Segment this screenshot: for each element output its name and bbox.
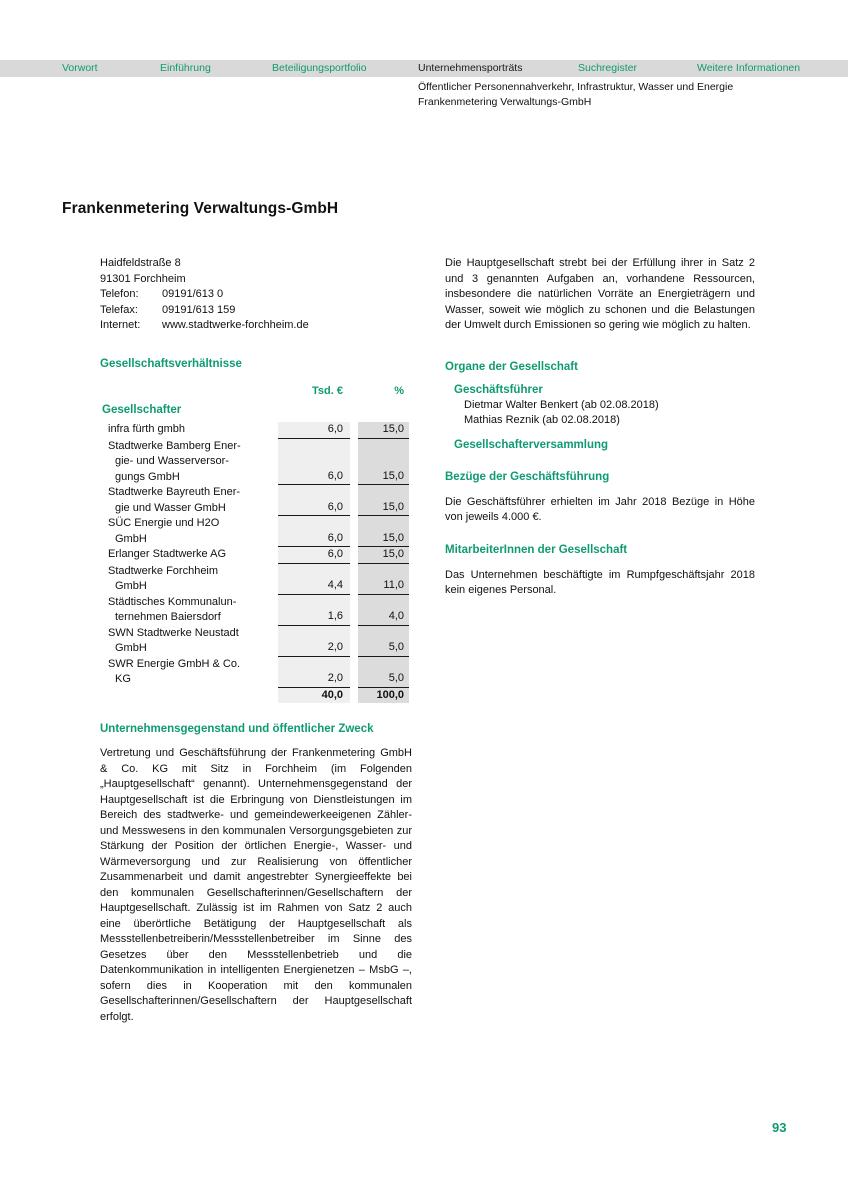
fax-row	[100, 303, 412, 319]
phone-label: Telefon:	[100, 288, 139, 300]
percent-value: 15,0	[358, 439, 409, 486]
address-block	[100, 256, 412, 334]
assembly-heading: Gesellschafterversammlung	[454, 438, 609, 451]
col-header-percent: %	[394, 384, 404, 397]
right-column	[445, 256, 755, 599]
top-nav-bar	[0, 60, 848, 77]
ownership-table-header	[100, 384, 412, 400]
breadcrumb-company: Frankenmetering Verwaltungs-GmbH	[418, 96, 592, 108]
column-gap	[350, 547, 358, 564]
percent-value: 11,0	[358, 564, 409, 595]
nav-item-unternehmensportraets[interactable]: Unternehmensporträts	[418, 62, 523, 74]
nav-item-vorwort[interactable]: Vorwort	[62, 62, 98, 74]
percent-value: 15,0	[358, 485, 409, 516]
manager-name: Mathias Reznik (ab 02.08.2018)	[464, 414, 620, 426]
organs-heading: Organe der Gesellschaft	[445, 360, 578, 373]
employees-heading: MitarbeiterInnen der Gesellschaft	[445, 543, 628, 556]
breadcrumb-category: Öffentlicher Personennahverkehr, Infrastruktur, Wasser und Energie	[418, 81, 734, 93]
tsd-value: 2,0	[278, 657, 350, 688]
table-row	[100, 595, 412, 626]
manager-name: Dietmar Walter Benkert (ab 02.08.2018)	[464, 398, 659, 411]
page-title: Frankenmetering Verwaltungs-GmbH	[62, 200, 339, 217]
column-gap	[350, 657, 358, 688]
tsd-value: 2,0	[278, 626, 350, 657]
shareholder-name: SWR Energie GmbH & Co. KG	[108, 657, 241, 685]
remuneration-text: Die Geschäftsführer erhielten im Jahr 2018 Bezüge in Höhe von jeweils 4.000 €.	[445, 495, 755, 523]
shareholder-name: Stadtwerke Forchheim GmbH	[108, 564, 219, 592]
internet-row	[100, 318, 412, 334]
tsd-value: 6,0	[278, 516, 350, 547]
shareholder-name: infra fürth gmbh	[108, 423, 186, 435]
table-row	[100, 485, 412, 516]
percent-value: 15,0	[358, 422, 409, 439]
percent-value: 5,0	[358, 626, 409, 657]
tsd-value: 6,0	[278, 547, 350, 564]
tsd-value: 6,0	[278, 485, 350, 516]
nav-item-einfuehrung[interactable]: Einführung	[160, 62, 211, 74]
address-city: 91301 Forchheim	[100, 272, 186, 285]
table-row	[100, 516, 412, 547]
table-row	[100, 422, 412, 439]
table-row	[100, 657, 412, 688]
column-gap	[350, 516, 358, 547]
employees-text: Das Unternehmen beschäftigte im Rumpfgeschäftsjahr 2018 kein eigenes Personal.	[445, 568, 755, 596]
column-gap	[350, 595, 358, 626]
header-spacer	[100, 384, 278, 400]
header-gap	[350, 384, 358, 400]
shareholder-name: SÜC Energie und H2O GmbH	[108, 517, 220, 545]
total-gap	[350, 688, 358, 704]
ownership-heading: Gesellschaftsverhältnisse	[100, 357, 242, 370]
left-column	[100, 256, 412, 1025]
shareholder-name: Stadtwerke Bamberg Ener- gie- und Wasserversor- gungs GmbH	[108, 439, 241, 483]
tsd-value: 4,4	[278, 564, 350, 595]
shareholder-name: Erlanger Stadtwerke AG	[108, 548, 227, 560]
percent-value: 15,0	[358, 516, 409, 547]
shareholders-group-label: Gesellschafter	[102, 404, 182, 416]
column-gap	[350, 485, 358, 516]
intro-text: Die Hauptgesellschaft strebt bei der Erfüllung ihrer in Satz 2 und 3 genannten Aufgaben an, vorhandene Ressourcen, insbesondere die natürlichen Vorräte an Energieträgern und Wasser, soweit wie möglich zu schonen und die Belastungen der Umwelt durch Emissionen so gering wie möglich zu halten.	[445, 257, 755, 331]
percent-value: 15,0	[358, 547, 409, 564]
column-gap	[350, 564, 358, 595]
ownership-table-body	[100, 422, 412, 688]
table-row	[100, 564, 412, 595]
shareholder-name: Stadtwerke Bayreuth Ener- gie und Wasser GmbH	[108, 486, 241, 514]
table-row	[100, 626, 412, 657]
nav-item-weitere-informationen[interactable]: Weitere Informationen	[697, 62, 801, 74]
shareholder-name: Städtisches Kommunalun- ternehmen Baiersdorf	[108, 595, 237, 623]
col-header-tsd: Tsd. €	[312, 384, 343, 397]
purpose-text: Vertretung und Geschäftsführung der Frankenmetering GmbH & Co. KG mit Sitz in Forchheim (im Folgenden „Hauptgesellschaft“ genannt). Unternehmensgegenstand der Hauptgesellschaft ist die Erbringung von Dienstleistungen im Bereich des stadtwerke- und gemeindewerkeeigenen Zähler- und Messwesens in den kommunalen Versorgungsgebieten zur Stärkung der Position der örtlichen Energie-, Wasser- und Wärmeversorgung und zur Realisierung von öffentlicher Zusammenarbeit und damit angestrebter Synergieeffekte bei den kommunalen Gesellschafterinnen/Gesellschaftern der Hauptgesellschaft. Zulässig ist im Rahmen von Satz 2 auch eine überörtliche Betätigung der Hauptgesellschaft als Messstellenbetreiberin/Messstellenbetreiber im Sinne des Gesetzes über den Messstellenbetrieb und die Datenkommunikation in intelligenten Energienetzen – MsbG –, sofern dies in Kooperation mit den kommunalen Gesellschafterinnen/Gesellschaftern der Hauptgesellschaft erfolgt.	[100, 747, 412, 1023]
internet-value: www.stadtwerke-forchheim.de	[162, 319, 309, 331]
remuneration-heading: Bezüge der Geschäftsführung	[445, 470, 610, 483]
phone-value: 09191/613 0	[162, 288, 224, 300]
tsd-value: 1,6	[278, 595, 350, 626]
column-gap	[350, 422, 358, 439]
fax-label: Telefax:	[100, 303, 138, 316]
fax-value: 09191/613 159	[162, 303, 236, 316]
page-number: 93	[772, 1120, 787, 1135]
total-name-spacer	[100, 688, 278, 704]
total-tsd-value: 40,0	[278, 688, 350, 704]
tsd-value: 6,0	[278, 439, 350, 486]
table-row	[100, 547, 412, 564]
tsd-value: 6,0	[278, 422, 350, 439]
internet-label: Internet:	[100, 319, 141, 331]
column-gap	[350, 439, 358, 486]
management-heading: Geschäftsführer	[454, 383, 543, 396]
column-gap	[350, 626, 358, 657]
total-percent-value: 100,0	[358, 688, 409, 704]
ownership-total-row	[100, 688, 412, 704]
purpose-heading: Unternehmensgegenstand und öffentlicher Zweck	[100, 723, 374, 735]
breadcrumb	[418, 80, 733, 110]
table-row	[100, 439, 412, 486]
nav-item-suchregister[interactable]: Suchregister	[578, 62, 637, 74]
percent-value: 5,0	[358, 657, 409, 688]
nav-item-beteiligungsportfolio[interactable]: Beteiligungsportfolio	[272, 62, 367, 74]
percent-value: 4,0	[358, 595, 409, 626]
address-street: Haidfeldstraße 8	[100, 257, 181, 269]
shareholder-name: SWN Stadtwerke Neustadt GmbH	[108, 626, 239, 654]
phone-row	[100, 287, 412, 303]
